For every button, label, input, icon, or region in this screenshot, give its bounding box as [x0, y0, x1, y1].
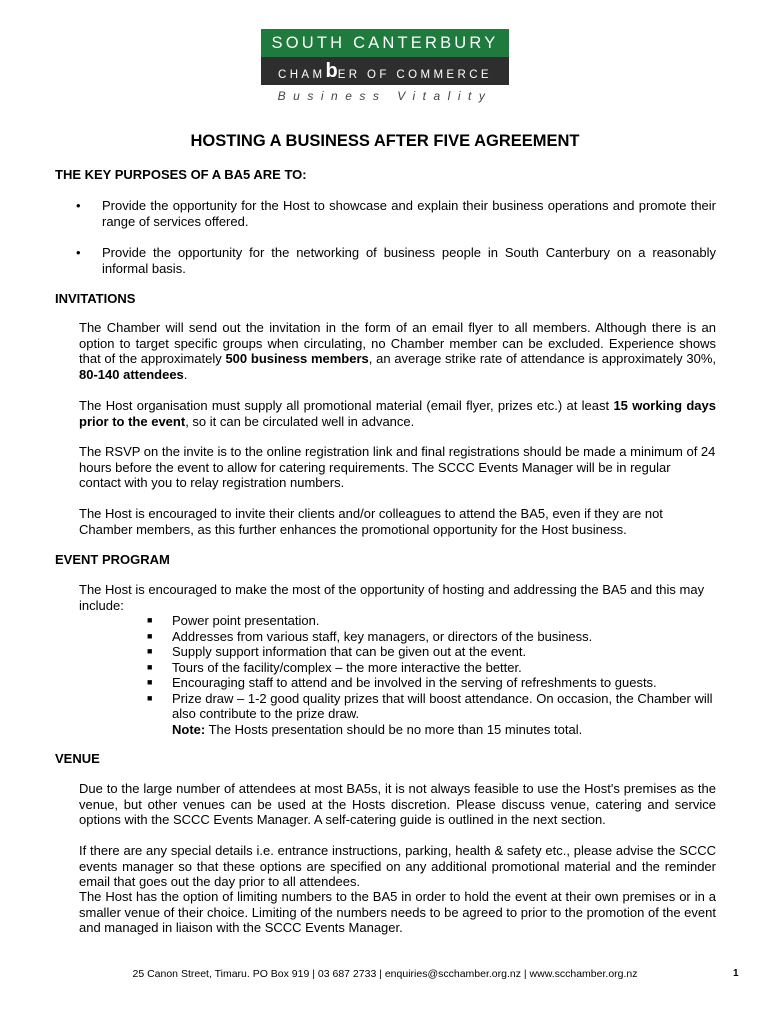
- program-intro: The Host is encouraged to make the most of the opportunity of hosting and addressing the BA5 and this may include:: [79, 582, 705, 613]
- invitations-paragraph-2: The Host organisation must supply all promotional material (email flyer, prizes etc.) at least 15 working days prior to the event, so it can be circulated well in advance.: [79, 398, 716, 429]
- square-bullet-icon: ■: [147, 615, 153, 625]
- program-item: ■ Prize draw – 1-2 good quality prizes that will boost attendance. On occasion, the Chamber will also contribute to the prize draw.: [147, 690, 713, 721]
- venue-paragraph-2: If there are any special details i.e. entrance instructions, parking, health & safety etc., please advise the SCCC events manager so that these options are specified on any additional promotional material and the reminder email that goes out the day prior to all attendees.: [79, 843, 716, 889]
- logo-line-2: [261, 57, 509, 85]
- logo-line-1: SOUTH CANTERBURY: [261, 29, 509, 57]
- purpose-item: Provide the opportunity for the networking of business people in South Canterbury on a reasonably informal basis.: [102, 245, 716, 276]
- chamber-logo: [261, 29, 509, 103]
- invitations-paragraph-1: The Chamber will send out the invitation in the form of an email flyer to all members. Although there is an option to target specific groups when circulating, no Chamber member can be excluded. Experience shows that of the approximately 500 business members, an average strike rate of attendance is approximately 30%, 80-140 attendees.: [79, 320, 716, 382]
- square-bullet-icon: ■: [147, 692, 153, 703]
- page-number: 1: [733, 968, 739, 979]
- invitations-heading: INVITATIONS: [55, 291, 136, 306]
- square-bullet-icon: ■: [147, 630, 153, 641]
- purpose-item: Provide the opportunity for the Host to showcase and explain their business operations and promote their range of services offered.: [102, 198, 716, 229]
- program-list: [147, 613, 717, 737]
- invitations-paragraph-3: The RSVP on the invite is to the online registration link and final registrations should be made a minimum of 24 hours before the event to allow for catering requirements. The SCCC Events Manager will be in regular contact with you to relay registration numbers.: [79, 444, 716, 490]
- bullet-icon: •: [76, 245, 81, 260]
- venue-heading: VENUE: [55, 751, 100, 766]
- program-heading: EVENT PROGRAM: [55, 552, 170, 567]
- logo-tagline: Business Vitality: [277, 89, 493, 103]
- program-item: ■ Power point presentation.: [147, 613, 320, 628]
- logo-b-mark: b: [325, 60, 338, 82]
- venue-paragraph-3: The Host has the option of limiting numbers to the BA5 in order to hold the event at their own premises or in a smaller venue of their choice. Limiting of the numbers needs to be agreed to prior to the promotion of the event and managed in liaison with the SCCC Events Manager.: [79, 889, 716, 935]
- footer-contact: 25 Canon Street, Timaru. PO Box 919 | 03 687 2733 | enquiries@scchamber.org.nz | www.scchamber.org.nz: [132, 968, 638, 980]
- square-bullet-icon: ■: [147, 661, 153, 672]
- bullet-icon: •: [76, 198, 81, 213]
- program-item: ■ Addresses from various staff, key managers, or directors of the business.: [147, 628, 593, 644]
- document-title: HOSTING A BUSINESS AFTER FIVE AGREEMENT: [190, 132, 580, 150]
- logo-line-2-a: CHAM: [278, 69, 326, 81]
- invitations-paragraph-4: The Host is encouraged to invite their clients and/or colleagues to attend the BA5, even if they are not Chamber members, as this further enhances the promotional opportunity for the Host business.: [79, 506, 663, 537]
- venue-paragraph-1: Due to the large number of attendees at most BA5s, it is not always feasible to use the Host's premises as the venue, but other venues can be used at the Hosts discretion. Please discuss venue, catering and service options with the SCCC Events Manager. A self-catering guide is outlined in the next section.: [79, 781, 716, 827]
- program-item: ■ Tours of the facility/complex – the more interactive the better.: [147, 659, 522, 675]
- program-item: ■ Encouraging staff to attend and be involved in the serving of refreshments to guests.: [147, 675, 657, 690]
- logo-line-2-c: ER OF COMMERCE: [337, 69, 492, 81]
- program-note: Note: The Hosts presentation should be no more than 15 minutes total.: [172, 721, 583, 737]
- program-item: ■ Supply support information that can be given out at the event.: [147, 644, 527, 659]
- square-bullet-icon: ■: [147, 646, 153, 656]
- square-bullet-icon: ■: [147, 677, 153, 687]
- purposes-heading: THE KEY PURPOSES OF A BA5 ARE TO:: [55, 167, 307, 182]
